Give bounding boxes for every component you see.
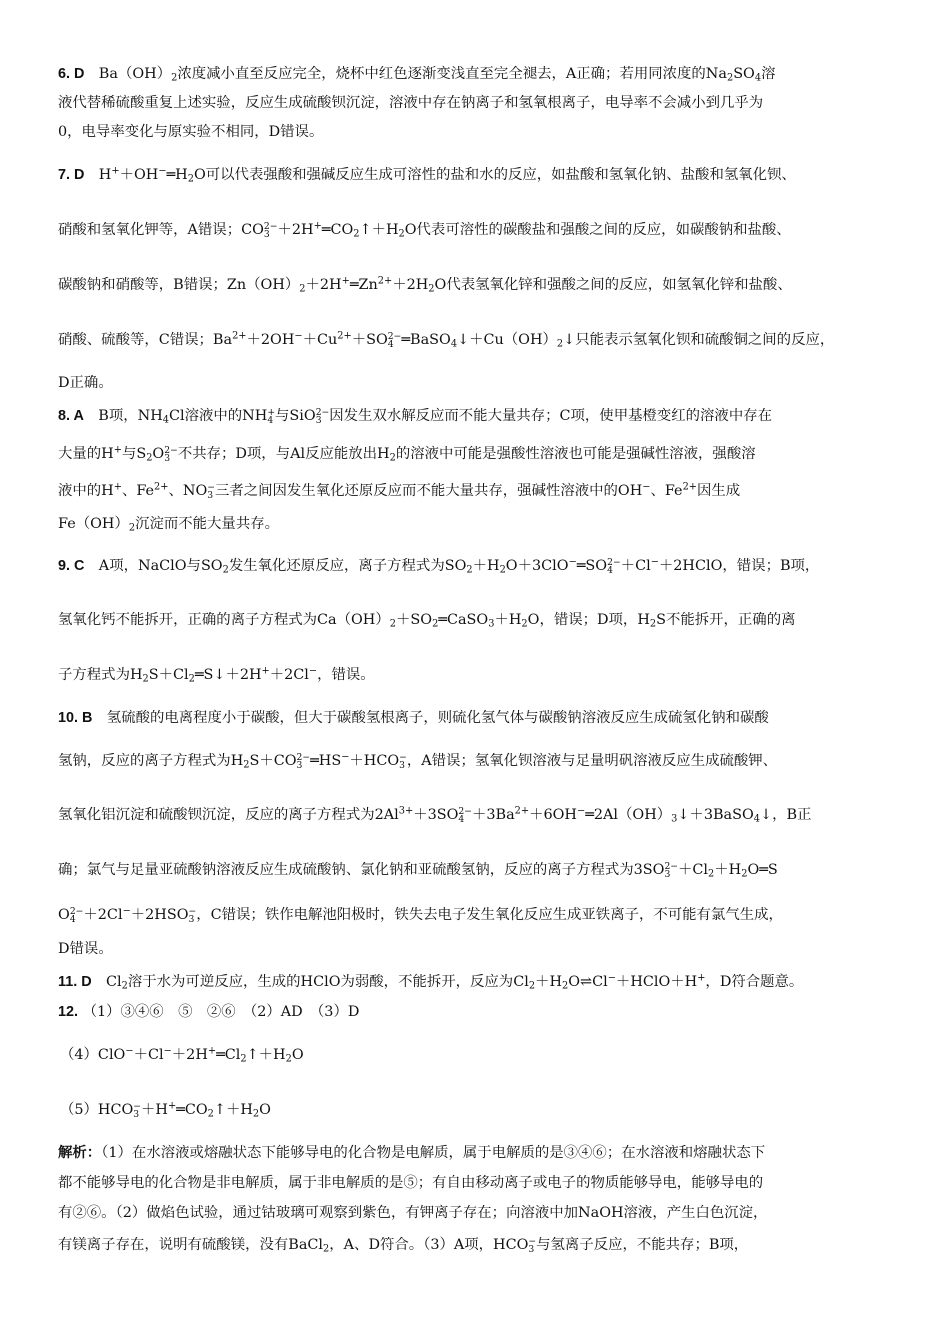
- answer-6-line-1: 6. D $Ba(OH)_2$浓度减小直至反应完全，烧杯中红色逐渐变浅直至完全褪去，A正确；若用同浓度的$Na_2SO_4$溶: [58, 66, 776, 84]
- answer-6-line-3: 0，电导率变化与原实验不相同，D错误。: [58, 124, 324, 140]
- answer-9-line-3: 子方程式为$H_2S+Cl_2═S↓+2H^++2Cl^-$，错误。: [58, 665, 375, 685]
- answer-10-line-6: D错误。: [58, 941, 113, 957]
- analysis-line-1: 解析：（1）在水溶液或熔融状态下能够导电的化合物是电解质，属于电解质的是③④⑥；在水溶液和熔融状态下: [58, 1145, 766, 1161]
- analysis-line-4: 有镁离子存在，说明有硫酸镁，没有BaCl$_2$，A、D符合。（3）A项，HCO − 3 与氢离子反应，不能共存；B项，: [58, 1236, 749, 1256]
- answer-8-line-3: 液中的H+、$Fe^{2+}$、NO − 3 三者之间因发生氧化还原反应而不能大量共存，强碱性溶液中的OH−、$Fe^{2+}$因生成: [58, 481, 741, 502]
- answer-10-line-5: O 2− 4 ＋2Cl−＋2HSO − 3 ，C错误；铁作电解池阳极时，铁失去电子发生氧化反应生成亚铁离子，不可能有氯气生成，: [58, 905, 783, 926]
- answer-8-line-1: 8. A B项，$NH_4Cl$溶液中的NH + 4 与SiO 2− 3 因发生双水解反应而不能大量共存；C项，使甲基橙变红的溶液中存在: [58, 407, 772, 427]
- answer-7-line-1: 7. D $H^++OH^-═H_2O$可以代表强酸和强碱反应生成可溶性的盐和水的反应，如盐酸和氢氧化钠、盐酸和氢氧化钡、: [58, 165, 796, 185]
- answer-7-line-2: 硝酸和氢氧化钾等，A错误；CO 2− 3 $+2H^+═CO_2↑+H_2O$代表可溶性的碳酸盐和强酸之间的反应，如碳酸钠和盐酸、: [58, 220, 791, 241]
- answer-10-line-1: 10. B 氢硫酸的电离程度小于碳酸，但大于碳酸氢根离子，则硫化氢气体与碳酸钠溶液反应生成硫氢化钠和碳酸: [58, 710, 769, 726]
- answer-12-line-1: 12. （1）③④⑥ ⑤ ②⑥ （2）AD （3）D: [58, 1004, 360, 1020]
- answer-11-line-1: 11. D $Cl_2$溶于水为可逆反应，生成的HClO为弱酸，不能拆开，反应为$Cl_2+H_2O\rightleftharpoons Cl^-+HClO+H^+$，D符合题意。: [58, 972, 804, 992]
- answer-7-line-5: D正确。: [58, 375, 113, 391]
- answer-6-line-2: 液代替稀硫酸重复上述实验，反应生成硫酸钡沉淀，溶液中存在钠离子和氢氧根离子，电导率不会减小到几乎为: [58, 95, 764, 111]
- answer-10-line-4: 确；氯气与足量亚硫酸钠溶液反应生成硫酸钠、氯化钠和亚硫酸氢钠，反应的离子方程式为3SO 2− 3 $+Cl_2+H_2O═S$: [58, 861, 778, 881]
- answer-10-line-3: 氢氧化铝沉淀和硫酸钡沉淀，反应的离子方程式为$2Al^{3+}+3SO$ 2− 4 $+3Ba^{2+}+6OH^-═2Al(OH)_3↓+3BaSO_4↓$，B正: [58, 805, 812, 826]
- answer-9-line-1: 9. C A项，NaClO与$SO_2$发生氧化还原反应，离子方程式为$SO_2+H_2O+3ClO^-═SO$ 2− 4 ＋Cl−＋2HClO，错误；B项，: [58, 556, 820, 577]
- answer-8-line-4: $Fe(OH)_2$沉淀而不能大量共存。: [58, 516, 279, 534]
- answer-8-line-2: 大量的H+与$S_2O$ 2− 3 不共存；D项，与Al反应能放出$H_2$的溶液中可能是强酸性溶液也可能是强碱性溶液，强酸溶: [58, 444, 756, 465]
- analysis-line-2: 都不能够导电的化合物是非电解质，属于非电解质的是⑤；有自由移动离子或电子的物质能够导电，能够导电的: [58, 1175, 764, 1191]
- answer-7-line-3: 碳酸钠和硝酸等，B错误；$Zn(OH)_2+2H^+═Zn^{2+}+2H_2O$代表氢氧化锌和强酸之间的反应，如氢氧化锌和盐酸、: [58, 275, 792, 295]
- analysis-line-3: 有②⑥。（2）做焰色试验，通过钴玻璃可观察到紫色，有钾离子存在；向溶液中加NaOH溶液，产生白色沉淀，: [58, 1205, 768, 1221]
- answer-10-line-2: 氢钠，反应的离子方程式为$H_2S+CO$ 2− 3 ═HS−＋HCO − 3 ，A错误；氢氧化钡溶液与足量明矾溶液反应生成硫酸钾、: [58, 751, 778, 772]
- answer-9-line-2: 氢氧化钙不能拆开，正确的离子方程式为$Ca(OH)_2+SO_2═CaSO_3+H_2O$，错误；D项，$H_2S$不能拆开，正确的离: [58, 612, 796, 630]
- answer-12-line-3: （5）HCO − 3 $+H^+═CO_2↑+H_2O$: [60, 1100, 271, 1121]
- answer-12-line-2: $(4)ClO^-+Cl^-+2H^+═Cl_2↑+H_2O$: [60, 1045, 304, 1065]
- answer-7-line-4: 硝酸、硫酸等，C错误；$Ba^{2+}+2OH^-+Cu^{2+}+SO$ 2− 4 $═BaSO_4↓+Cu(OH)_2↓$只能表示氢氧化钡和硫酸铜之间的反应，: [58, 330, 835, 351]
